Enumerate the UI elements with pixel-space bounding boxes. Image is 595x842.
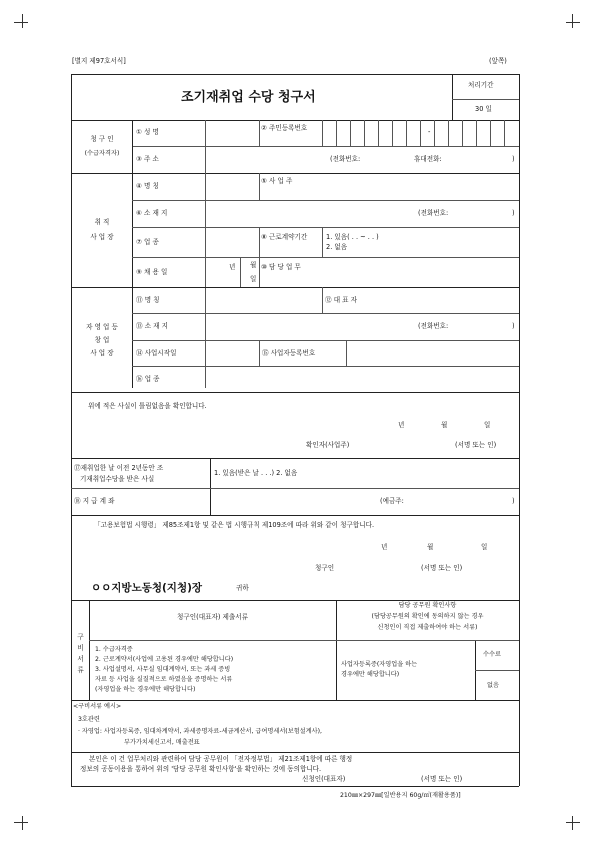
- form-title: 조기재취업 수당 청구서: [181, 90, 316, 105]
- claimant-docs-header: 청구인(대표자) 제출서류: [177, 613, 248, 621]
- claimant-doc-item: 3. 사업설명서, 사무실 임대계약서, 또는 과세 증빙: [95, 666, 231, 673]
- declaration-date-day: 일: [481, 543, 488, 551]
- confirm-statement: 위에 적은 사실이 틀림없음을 확인합니다.: [88, 402, 207, 410]
- phone-label: (전화번호:: [418, 322, 449, 330]
- examples-line: · 자영업: 사업자등록증, 임대차계약서, 과세증명자료-세금계산서, 급여명세서(보험설계사),: [78, 728, 322, 735]
- official-docs-header: (담당공무원의 확인에 동의하지 않는 경우: [371, 613, 484, 620]
- crop-mark: [572, 14, 573, 28]
- official-doc-item: 사업자등록증(자영업을 하는: [341, 661, 418, 668]
- col-line: [350, 120, 351, 146]
- processing-divider: [452, 99, 519, 100]
- prior-receipt-value: 1. 있음(받은 날 . . .) 2. 없음: [214, 469, 298, 477]
- rrn-label: ② 주민등록번호: [261, 124, 308, 132]
- row-line: [132, 366, 519, 367]
- official-doc-item: 경우에만 해당합니다): [341, 671, 400, 678]
- confirm-date-day: 일: [484, 421, 491, 429]
- processing-value: 30 일: [475, 105, 492, 113]
- row-line: [132, 257, 519, 258]
- col-line: [434, 120, 435, 146]
- col-line: [132, 120, 133, 388]
- crop-mark: [14, 22, 28, 23]
- mobile-label: 휴대전화:: [414, 155, 442, 163]
- crop-mark: [22, 816, 23, 830]
- paper-spec: 210㎜×297㎜[일반용지 60g/㎡(재활용품)]: [340, 792, 461, 799]
- hire-date-month: 월: [250, 261, 257, 269]
- contract-label: ⑧ 근로계약기간: [261, 233, 308, 241]
- processing-label: 처리기간: [468, 81, 494, 89]
- biz-reg-label: ⑮ 사업자등록번호: [262, 349, 316, 357]
- biz-industry-label: ⑯ 업 종: [136, 375, 160, 383]
- documents-side-label: 비: [77, 644, 84, 652]
- crop-mark: [22, 14, 23, 28]
- row-line: [71, 515, 519, 516]
- row-line: [89, 640, 519, 641]
- consent-sign: (서명 또는 인): [421, 775, 463, 783]
- col-line: [476, 120, 477, 146]
- row-line: [132, 340, 519, 341]
- close-paren: ): [512, 209, 515, 217]
- row-line: [71, 752, 519, 753]
- claimant-section-label: 청 구 인: [90, 135, 114, 143]
- col-line: [259, 227, 260, 287]
- office-name: ㅇㅇ지방노동청(지청)장: [91, 582, 203, 594]
- table-border: [71, 74, 72, 786]
- table-border: [519, 74, 520, 786]
- account-holder-label: (예금주:: [380, 497, 404, 505]
- title-divider: [452, 74, 453, 120]
- crop-mark: [566, 22, 580, 23]
- row-line: [475, 670, 519, 671]
- confirm-sign: (서명 또는 인): [455, 441, 497, 449]
- rep-label: ⑫ 대 표 자: [325, 296, 357, 304]
- workplace-section-label: 취 직: [94, 218, 110, 226]
- page-side-note: (앞쪽): [489, 57, 507, 65]
- close-paren: ): [512, 155, 515, 163]
- contract-option-yes: 1. 있음( . . ~ . . ): [326, 233, 379, 241]
- crop-mark: [14, 822, 28, 823]
- name-label: ① 성 명: [136, 128, 159, 136]
- confirm-date-year: 년: [398, 421, 405, 429]
- col-line: [336, 120, 337, 146]
- claimant-sign: (서명 또는 인): [421, 564, 463, 572]
- examples-line: 부가가치세신고서, 매출전표: [124, 739, 200, 746]
- col-line: [448, 120, 449, 146]
- self-employed-section-label: 창 업: [94, 336, 110, 344]
- examples-heading: <구비서류 예시>: [73, 703, 122, 710]
- phone-label: (전화번호:: [330, 155, 361, 163]
- col-line: [210, 458, 211, 515]
- col-line: [490, 120, 491, 146]
- col-line: [378, 120, 379, 146]
- payment-label: ⑱ 지 급 계 좌: [74, 497, 115, 505]
- crop-mark: [572, 816, 573, 830]
- documents-side-label: 서: [77, 655, 84, 663]
- col-line: [259, 340, 260, 366]
- claimant-doc-item: (자영업을 하는 경우에만 해당합니다): [95, 686, 196, 693]
- consent-text: 본인은 이 건 업무처리와 관련하여 담당 공무원이 「전자정부법」 제21조제1항에 따른 행정: [89, 755, 353, 763]
- claimant-doc-item: 자료 등 사업을 실질적으로 하였음을 증명하는 서류: [95, 676, 233, 683]
- hire-date-year: 년: [229, 263, 236, 271]
- declaration-date-year: 년: [381, 543, 388, 551]
- contract-option-no: 2. 없음: [326, 243, 348, 251]
- confirm-date-month: 월: [441, 421, 448, 429]
- table-border: [71, 786, 519, 787]
- crop-mark: [566, 822, 580, 823]
- form-number: [별지 제97호서식]: [72, 57, 126, 65]
- col-line: [240, 257, 241, 287]
- declaration-date-month: 월: [427, 543, 434, 551]
- prior-receipt-label: 기재취업수당을 받은 사실: [80, 475, 155, 483]
- col-line: [406, 120, 407, 146]
- col-line: [504, 120, 505, 146]
- row-line: [71, 120, 519, 121]
- claimant-sign-label: 청구인: [315, 564, 335, 572]
- claimant-section-sub: (수급자격자): [84, 150, 120, 157]
- examples-sub: 3호관련: [78, 716, 100, 723]
- owner-label: ⑤ 사 업 주: [261, 177, 293, 185]
- workplace-section-label: 사 업 장: [90, 233, 114, 241]
- row-line: [132, 227, 519, 228]
- col-line: [420, 120, 421, 146]
- col-line: [364, 120, 365, 146]
- self-employed-section-label: 사 업 장: [90, 349, 114, 357]
- fee-value: 없음: [487, 682, 499, 689]
- phone-label: (전화번호:: [418, 209, 449, 217]
- claimant-doc-item: 2. 근로계약서(사업에 고용된 경우에만 해당합니다): [95, 656, 234, 663]
- declaration-text: 「고용보험법 시행령」 제85조제1항 및 같은 법 시행규칙 제109조에 따라 위와 같이 청구합니다.: [94, 521, 375, 529]
- row-line: [132, 146, 519, 147]
- row-line: [132, 200, 519, 201]
- hire-date-label: ⑨ 채 용 일: [136, 268, 168, 276]
- col-line: [462, 120, 463, 146]
- workplace-name-label: ④ 명 칭: [136, 182, 159, 190]
- address-label: ③ 주 소: [136, 155, 159, 163]
- col-line: [259, 173, 260, 200]
- col-line: [205, 120, 206, 388]
- row-line: [71, 600, 519, 601]
- rrn-dash: -: [428, 128, 431, 136]
- documents-side-label: 구: [77, 633, 84, 641]
- fee-label: 수수료: [483, 651, 501, 658]
- col-line: [322, 227, 323, 257]
- industry-label: ⑦ 업 종: [136, 238, 159, 246]
- row-line: [71, 392, 519, 393]
- close-paren: ): [512, 497, 515, 505]
- office-suffix: 귀하: [236, 584, 249, 592]
- col-line: [259, 120, 260, 146]
- row-line: [71, 458, 519, 459]
- manager-label: ⑩ 담 당 업 무: [261, 263, 301, 271]
- consent-text: 정보의 공동이용을 통하여 위의 '담당 공무원 확인사항'을 확인하는 것에 동의합니다.: [80, 765, 322, 773]
- hire-date-day: 일: [250, 275, 257, 283]
- biz-name-label: ⑪ 명 칭: [136, 296, 160, 304]
- row-line: [71, 287, 519, 288]
- official-docs-header: 신청인이 직접 제출하여야 하는 서류): [377, 624, 478, 631]
- official-docs-header: 담당 공무원 확인사항: [398, 602, 457, 609]
- row-line: [71, 700, 519, 701]
- row-line: [132, 313, 519, 314]
- claimant-doc-item: 1. 수급자격증: [95, 646, 133, 653]
- documents-side-label: 류: [77, 666, 84, 674]
- workplace-location-label: ⑥ 소 재 지: [136, 209, 168, 217]
- close-paren: ): [512, 322, 515, 330]
- row-line: [71, 173, 519, 174]
- col-line: [322, 287, 323, 313]
- start-date-label: ⑭ 사업시작일: [136, 349, 177, 357]
- col-line: [346, 340, 347, 366]
- self-employed-section-label: 자 영 업 등: [86, 323, 118, 331]
- row-line: [71, 488, 519, 489]
- biz-location-label: ⑬ 소 재 지: [136, 322, 168, 330]
- col-line: [392, 120, 393, 146]
- consent-signer: 신청인(대표자): [302, 775, 346, 783]
- col-line: [322, 120, 323, 146]
- confirmer-label: 확인자(사업주): [306, 441, 350, 449]
- prior-receipt-label: ⑰재취업한 날 이전 2년동안 조: [74, 464, 164, 472]
